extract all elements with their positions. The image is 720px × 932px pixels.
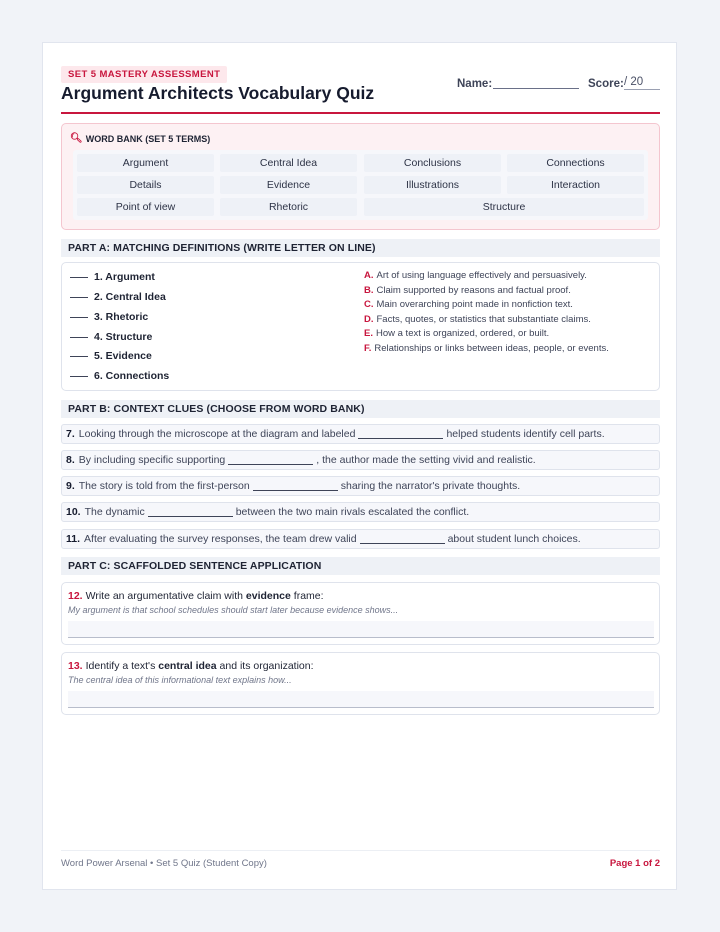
assessment-tag: SET 5 MASTERY ASSESSMENT [61,66,227,83]
definition [364,343,609,354]
answer-blank[interactable] [70,356,88,357]
footer-divider [61,850,660,851]
question-prompt [68,590,324,602]
page-number: Page 1 of 2 [609,858,660,869]
answer-blank[interactable] [253,482,338,491]
prompt-text: Write an argumentative claim with [85,590,246,602]
prompt-keyword: evidence [245,590,291,602]
word-bank-term: Argument [77,154,214,172]
answer-blank[interactable] [358,430,443,439]
answer-blank[interactable] [70,317,88,318]
answer-blank[interactable] [70,297,88,298]
name-field[interactable] [493,88,579,89]
prompt-keyword: central idea [158,660,217,672]
item-text-after: about student lunch choices. [447,533,581,545]
matching-term [70,311,148,323]
definition-letter: C. [364,299,374,310]
word-bank-term: Point of view [77,198,214,216]
context-clue-item [61,476,660,496]
definition-text: Claim supported by reasons and factual proof. [376,285,571,296]
term-label: 4. Structure [94,331,153,343]
item-text-after: sharing the narrator's private thoughts. [340,480,521,492]
context-clue-item [61,502,660,522]
worksheet-page [42,42,677,890]
prompt-text: frame: [290,590,324,602]
header-divider [61,112,660,114]
name-label: Name: [457,78,493,90]
page-title: Argument Architects Vocabulary Quiz [61,83,375,103]
item-number: 11. [66,533,81,545]
word-bank-term: Structure [364,198,644,216]
answer-area[interactable] [68,621,654,638]
definition-letter: E. [364,328,373,339]
answer-blank[interactable] [148,508,233,517]
item-number: 13. [68,660,83,672]
word-bank [61,123,660,230]
part-a-heading: PART A: MATCHING DEFINITIONS (WRITE LETTER ON LINE) [61,239,660,257]
item-text-before: Looking through the microscope at the diagram and labeled [78,428,356,440]
word-bank-title-text: WORD BANK (SET 5 TERMS) [85,133,211,144]
item-text-before: The story is told from the first-person [78,480,250,492]
part-b-heading: PART B: CONTEXT CLUES (CHOOSE FROM WORD BANK) [61,400,660,418]
answer-area[interactable] [68,691,654,708]
item-number: 7. [66,428,75,440]
question-prompt [68,660,314,672]
prompt-text: Identify a text's [85,660,159,672]
item-text-before: By including specific supporting [78,454,226,466]
word-bank-term: Central Idea [220,154,357,172]
item-text-after: between the two main rivals escalated the conflict. [235,506,470,518]
matching-term [70,370,169,382]
matching-section [61,262,660,391]
definition-letter: D. [364,314,374,325]
word-bank-term: Connections [507,154,644,172]
term-label: 2. Central Idea [94,291,166,303]
word-bank-term: Interaction [507,176,644,194]
definition-text: Art of using language effectively and persuasively. [376,270,587,281]
matching-term [70,350,152,362]
item-text-before: After evaluating the survey responses, the team drew valid [84,533,357,545]
matching-term [70,271,155,283]
word-bank-term: Illustrations [364,176,501,194]
term-label: 1. Argument [94,271,155,283]
sentence-frame-hint: The central idea of this informational text explains how... [68,675,292,685]
definition-text: Main overarching point made in nonfiction text. [376,299,573,310]
context-clue-item [61,529,660,549]
matching-term [70,331,152,343]
answer-blank[interactable] [70,337,88,338]
context-clue-item [61,424,660,444]
definition-letter: F. [364,343,372,354]
definition [364,314,591,325]
definition-letter: B. [364,285,374,296]
term-label: 6. Connections [94,370,170,382]
sentence-application-item [61,582,660,645]
part-c-heading: PART C: SCAFFOLDED SENTENCE APPLICATION [61,557,660,575]
answer-blank[interactable] [70,277,88,278]
item-number: 9. [66,480,75,492]
definition [364,299,573,310]
sentence-application-item [61,652,660,715]
definition [364,270,587,281]
answer-blank[interactable] [360,535,445,544]
word-bank-title [70,133,210,144]
word-bank-term: Evidence [220,176,357,194]
word-bank-term: Details [77,176,214,194]
word-bank-term: Conclusions [364,154,501,172]
item-number: 8. [66,454,75,466]
definition-text: Relationships or links between ideas, people, or events. [374,343,609,354]
item-text-after: helped students identify cell parts. [446,428,605,440]
key-icon: 🔍︎ [70,133,83,144]
item-text-after: , the author made the setting vivid and realistic. [316,454,536,466]
answer-blank[interactable] [70,376,88,377]
definition-text: Facts, quotes, or statistics that substantiate claims. [376,314,591,325]
item-number: 10. [66,506,81,518]
item-number: 12. [68,590,83,602]
prompt-text: and its organization: [216,660,314,672]
definition-text: How a text is organized, ordered, or built. [375,328,550,339]
context-clue-item [61,450,660,470]
score-label: Score: [588,78,624,90]
term-label: 3. Rhetoric [94,311,149,323]
definition [364,285,571,296]
definition-letter: A. [364,270,374,281]
sentence-frame-hint: My argument is that school schedules should start later because evidence shows... [68,605,399,615]
footer-source: Word Power Arsenal • Set 5 Quiz (Student Copy) [61,858,267,869]
word-bank-grid [73,150,648,220]
matching-term [70,291,166,303]
definition [364,328,549,339]
term-label: 5. Evidence [94,350,152,362]
answer-blank[interactable] [228,456,313,465]
item-text-before: The dynamic [84,506,145,518]
score-field[interactable]: / 20 [624,76,660,90]
word-bank-term: Rhetoric [220,198,357,216]
